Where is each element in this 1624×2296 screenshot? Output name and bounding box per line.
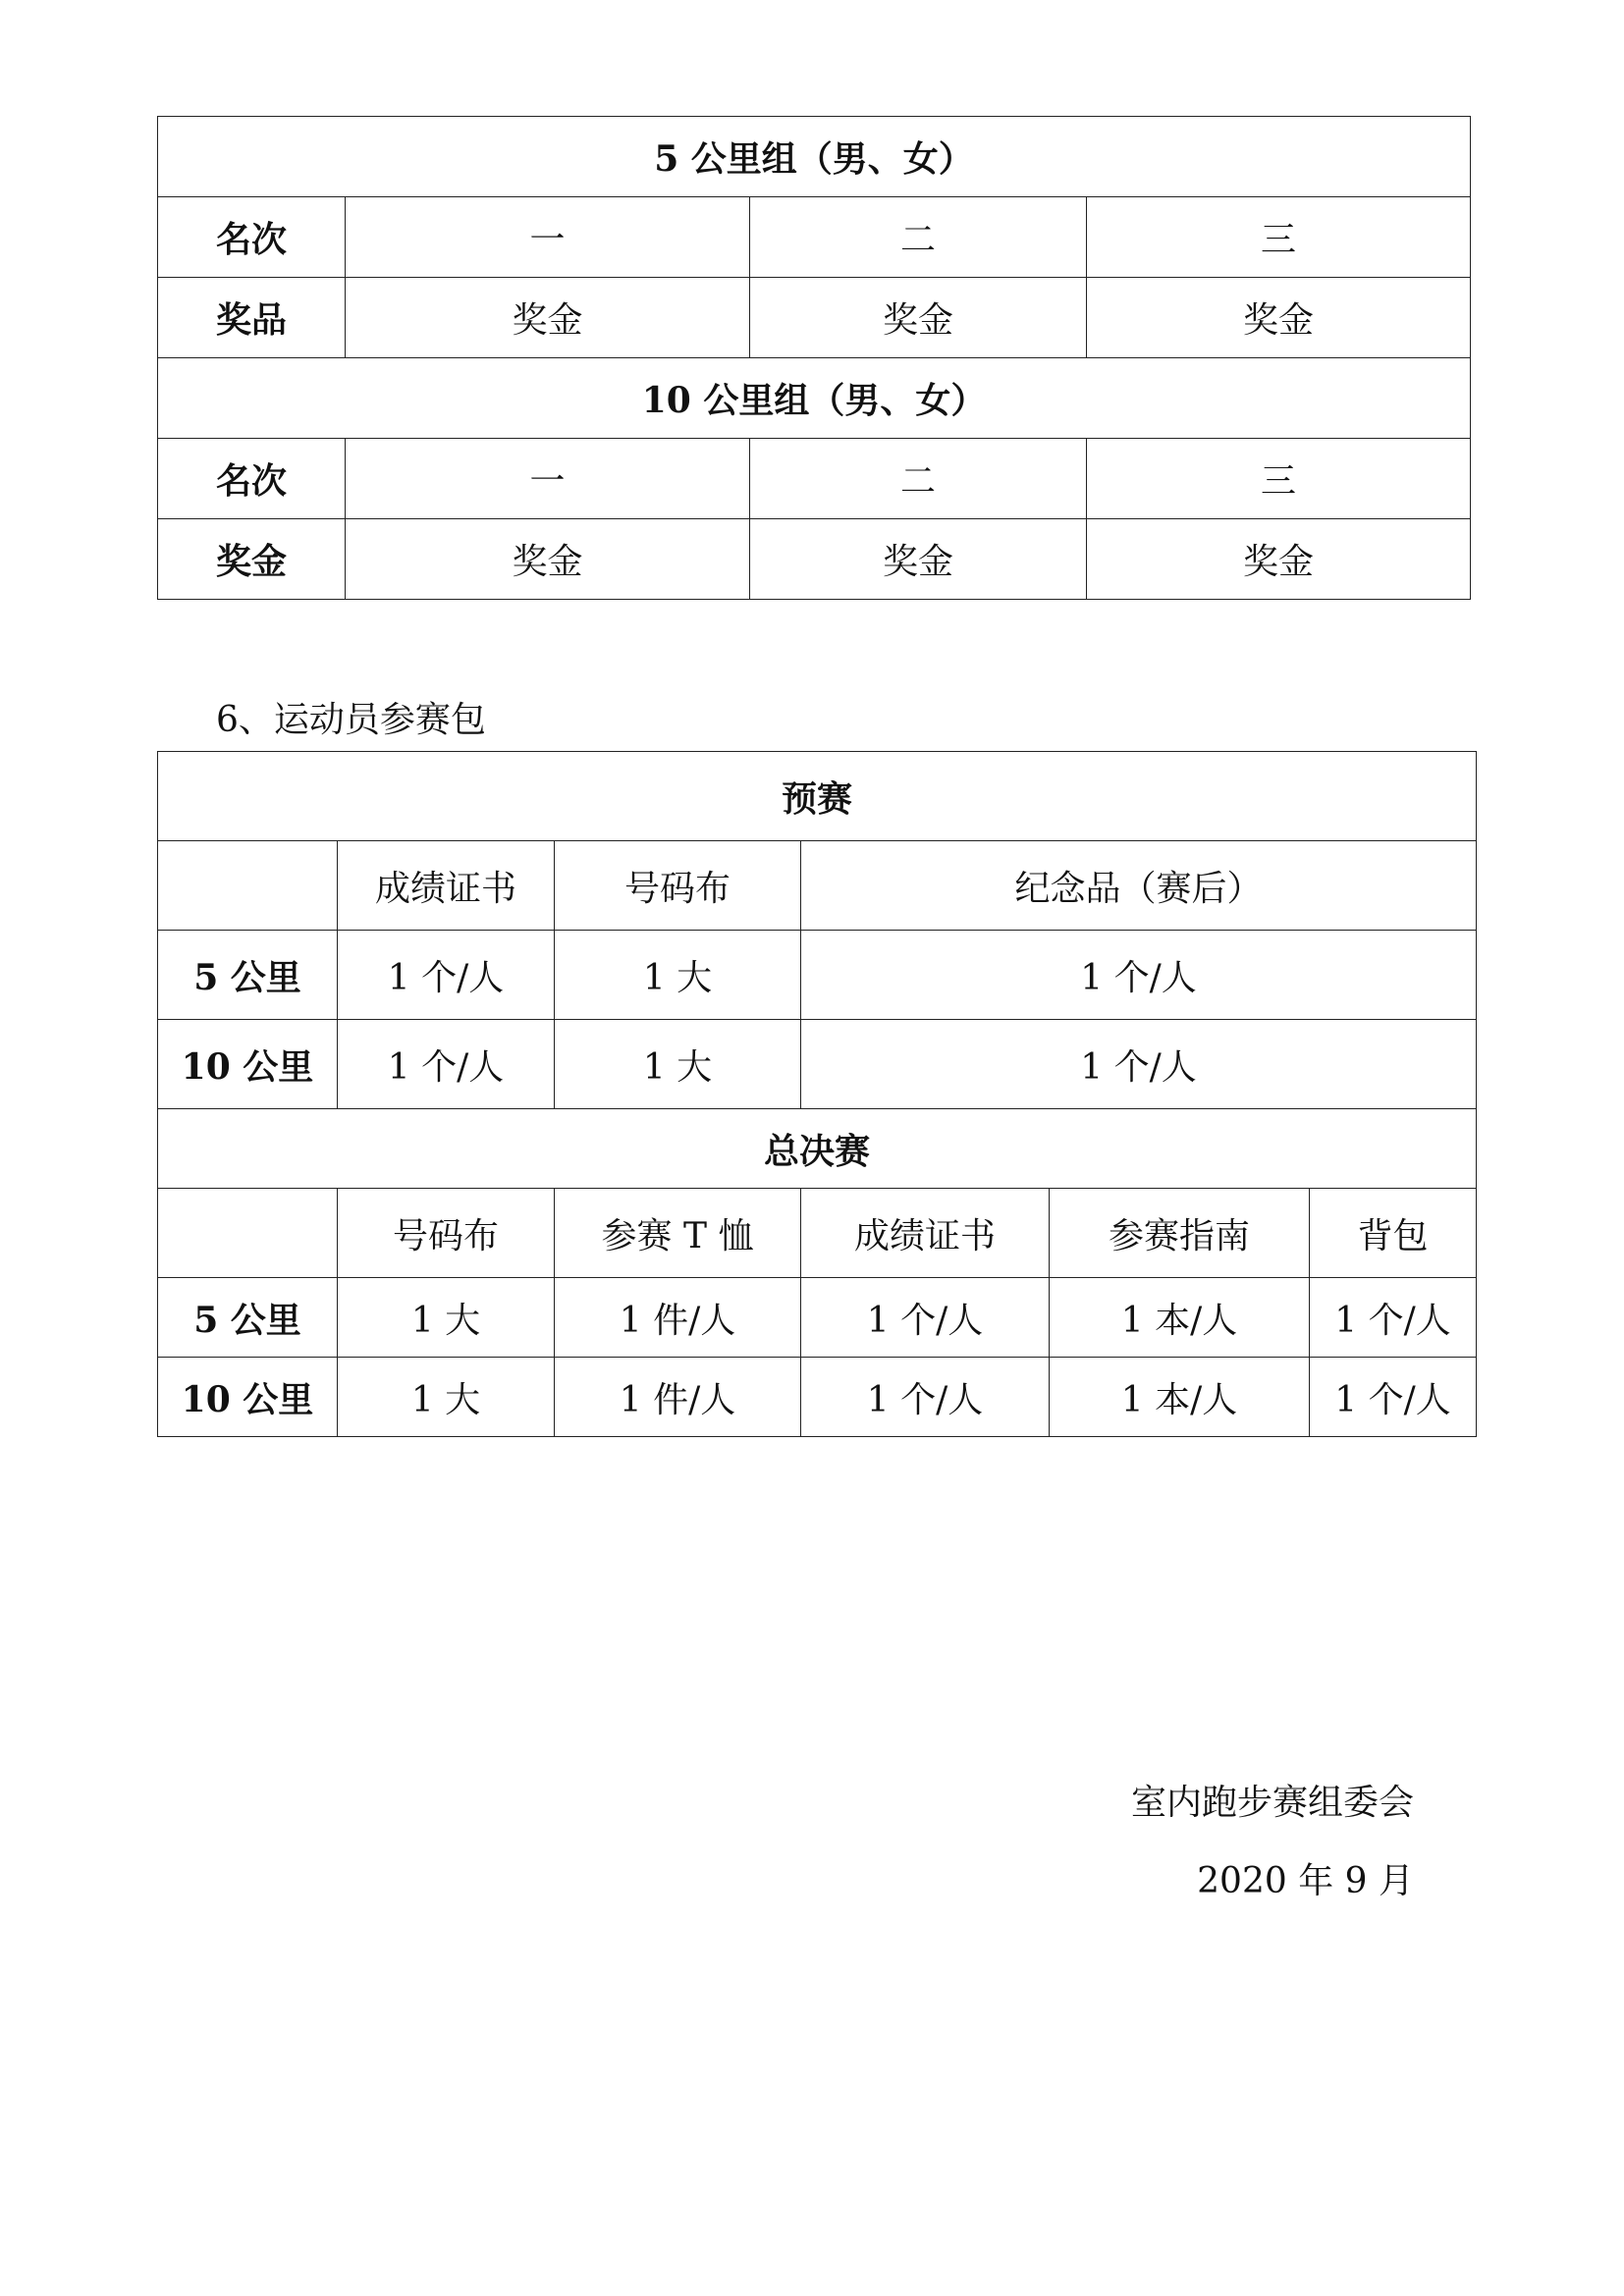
table-cell: 1 件/人 xyxy=(555,1278,801,1358)
athlete-pack-table xyxy=(157,751,1477,1437)
header-cell: 参赛指南 xyxy=(1050,1189,1310,1278)
section-heading: 6、运动员参赛包 xyxy=(216,700,486,740)
final-title: 总决赛 xyxy=(158,1109,1477,1189)
table-cell: 1 个/人 xyxy=(338,1020,555,1109)
header-cell xyxy=(158,841,338,931)
table-cell: 1 件/人 xyxy=(555,1358,801,1437)
rank-cell: 三 xyxy=(1087,439,1471,519)
prize-label: 奖品 xyxy=(158,278,346,358)
row-label: 10 公里 xyxy=(158,1020,338,1109)
table-cell: 1 个/人 xyxy=(338,931,555,1020)
signature-date: 2020 年 9 月 xyxy=(1197,1861,1414,1901)
header-cell xyxy=(158,1189,338,1278)
prelim-header-row xyxy=(158,841,1477,931)
prize-cell: 奖金 xyxy=(346,519,750,600)
table-cell: 1 个/人 xyxy=(801,931,1477,1020)
table-cell: 1 个/人 xyxy=(801,1358,1050,1437)
rank-cell: 二 xyxy=(750,439,1087,519)
header-cell: 纪念品（赛后） xyxy=(801,841,1477,931)
rank-row xyxy=(158,197,1471,278)
table-cell: 1 大 xyxy=(338,1358,555,1437)
rank-cell: 三 xyxy=(1087,197,1471,278)
prize-row xyxy=(158,278,1471,358)
prize-row xyxy=(158,519,1471,600)
table-cell: 1 本/人 xyxy=(1050,1278,1310,1358)
prize-cell: 奖金 xyxy=(1087,278,1471,358)
final-title-row xyxy=(158,1109,1477,1189)
group-title: 5 公里组（男、女） xyxy=(158,117,1471,197)
prize-cell: 奖金 xyxy=(750,278,1087,358)
awards-table xyxy=(157,116,1471,600)
rank-row xyxy=(158,439,1471,519)
prize-label: 奖金 xyxy=(158,519,346,600)
table-cell: 1 个/人 xyxy=(1310,1358,1477,1437)
final-row xyxy=(158,1358,1477,1437)
header-cell: 成绩证书 xyxy=(338,841,555,931)
group-title: 10 公里组（男、女） xyxy=(158,358,1471,439)
rank-cell: 一 xyxy=(346,439,750,519)
prize-cell: 奖金 xyxy=(1087,519,1471,600)
prelim-title: 预赛 xyxy=(158,752,1477,841)
group-title-row xyxy=(158,117,1471,197)
prize-cell: 奖金 xyxy=(346,278,750,358)
final-header-row xyxy=(158,1189,1477,1278)
prelim-row xyxy=(158,931,1477,1020)
table-cell: 1 大 xyxy=(555,1020,801,1109)
row-label: 5 公里 xyxy=(158,1278,338,1358)
prelim-title-row xyxy=(158,752,1477,841)
header-cell: 号码布 xyxy=(338,1189,555,1278)
prize-cell: 奖金 xyxy=(750,519,1087,600)
rank-cell: 一 xyxy=(346,197,750,278)
group-title-row xyxy=(158,358,1471,439)
table-cell: 1 个/人 xyxy=(1310,1278,1477,1358)
table-cell: 1 个/人 xyxy=(801,1020,1477,1109)
final-row xyxy=(158,1278,1477,1358)
table-cell: 1 个/人 xyxy=(801,1278,1050,1358)
row-label: 5 公里 xyxy=(158,931,338,1020)
rank-label: 名次 xyxy=(158,197,346,278)
rank-cell: 二 xyxy=(750,197,1087,278)
row-label: 10 公里 xyxy=(158,1358,338,1437)
prelim-row xyxy=(158,1020,1477,1109)
organizer-signature: 室内跑步赛组委会 xyxy=(1130,1783,1414,1823)
header-cell: 背包 xyxy=(1310,1189,1477,1278)
header-cell: 成绩证书 xyxy=(801,1189,1050,1278)
table-cell: 1 本/人 xyxy=(1050,1358,1310,1437)
header-cell: 号码布 xyxy=(555,841,801,931)
table-cell: 1 大 xyxy=(338,1278,555,1358)
rank-label: 名次 xyxy=(158,439,346,519)
table-cell: 1 大 xyxy=(555,931,801,1020)
header-cell: 参赛 T 恤 xyxy=(555,1189,801,1278)
